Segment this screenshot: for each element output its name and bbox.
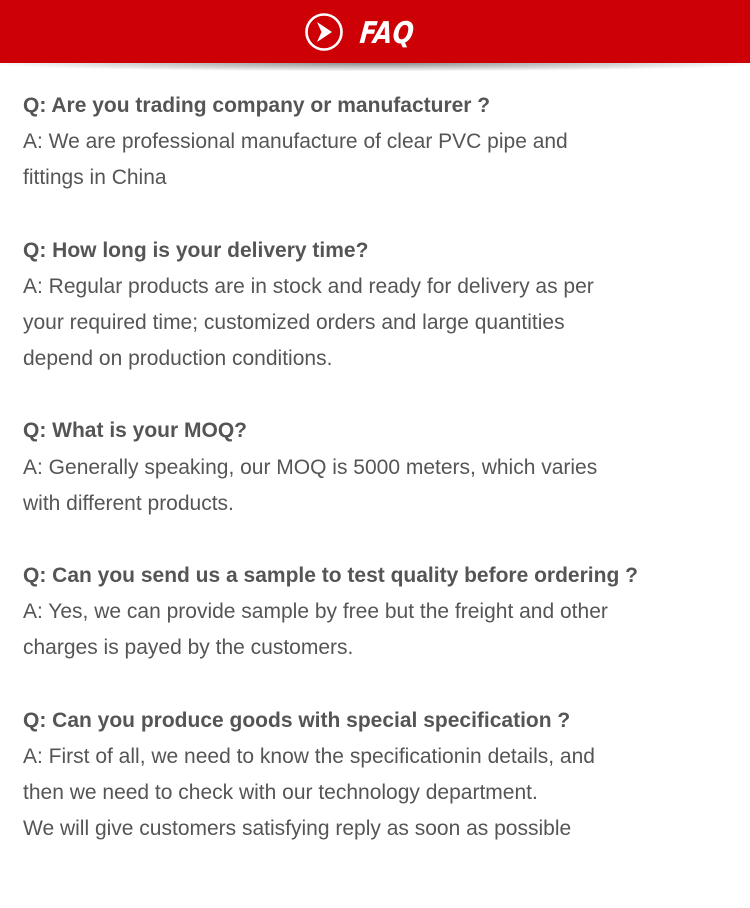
faq-question: Q: Can you produce goods with special specification ? [23,708,571,732]
faq-answer-line: your required time; customized orders and large quantities [23,311,565,335]
faq-answer-line: A: First of all, we need to know the specificationin details, and [23,744,595,768]
page-title: FAQ [358,15,416,51]
header-shadow [0,63,750,71]
faq-item [23,88,733,197]
faq-item [23,233,733,378]
faq-answer-line: A: Generally speaking, our MOQ is 5000 meters, which varies [23,455,598,479]
faq-item [23,558,733,667]
faq-answer-line: depend on production conditions. [23,347,333,371]
faq-question: Q: Can you send us a sample to test quality before ordering ? [23,564,638,588]
faq-answer-line: charges is payed by the customers. [23,636,354,660]
faq-answer-line: with different products. [23,491,234,515]
arrow-circle-icon [304,12,344,52]
faq-question: Q: How long is your delivery time? [23,238,369,262]
faq-question: Q: What is your MOQ? [23,419,247,443]
faq-answer-line: fittings in China [23,166,167,190]
faq-answer-line: A: We are professional manufacture of clear PVC pipe and [23,130,568,154]
faq-question: Q: Are you trading company or manufacturer ? [23,94,491,117]
faq-answer-line: We will give customers satisfying reply as soon as possible [23,817,572,841]
header-content [0,0,750,63]
faq-answer-line: A: Yes, we can provide sample by free but the freight and other [23,600,608,624]
faq-item [23,413,733,522]
faq-list [23,88,733,883]
faq-item [23,703,733,848]
faq-answer-line: then we need to check with our technology department. [23,781,538,805]
faq-answer-line: A: Regular products are in stock and ready for delivery as per [23,274,594,298]
